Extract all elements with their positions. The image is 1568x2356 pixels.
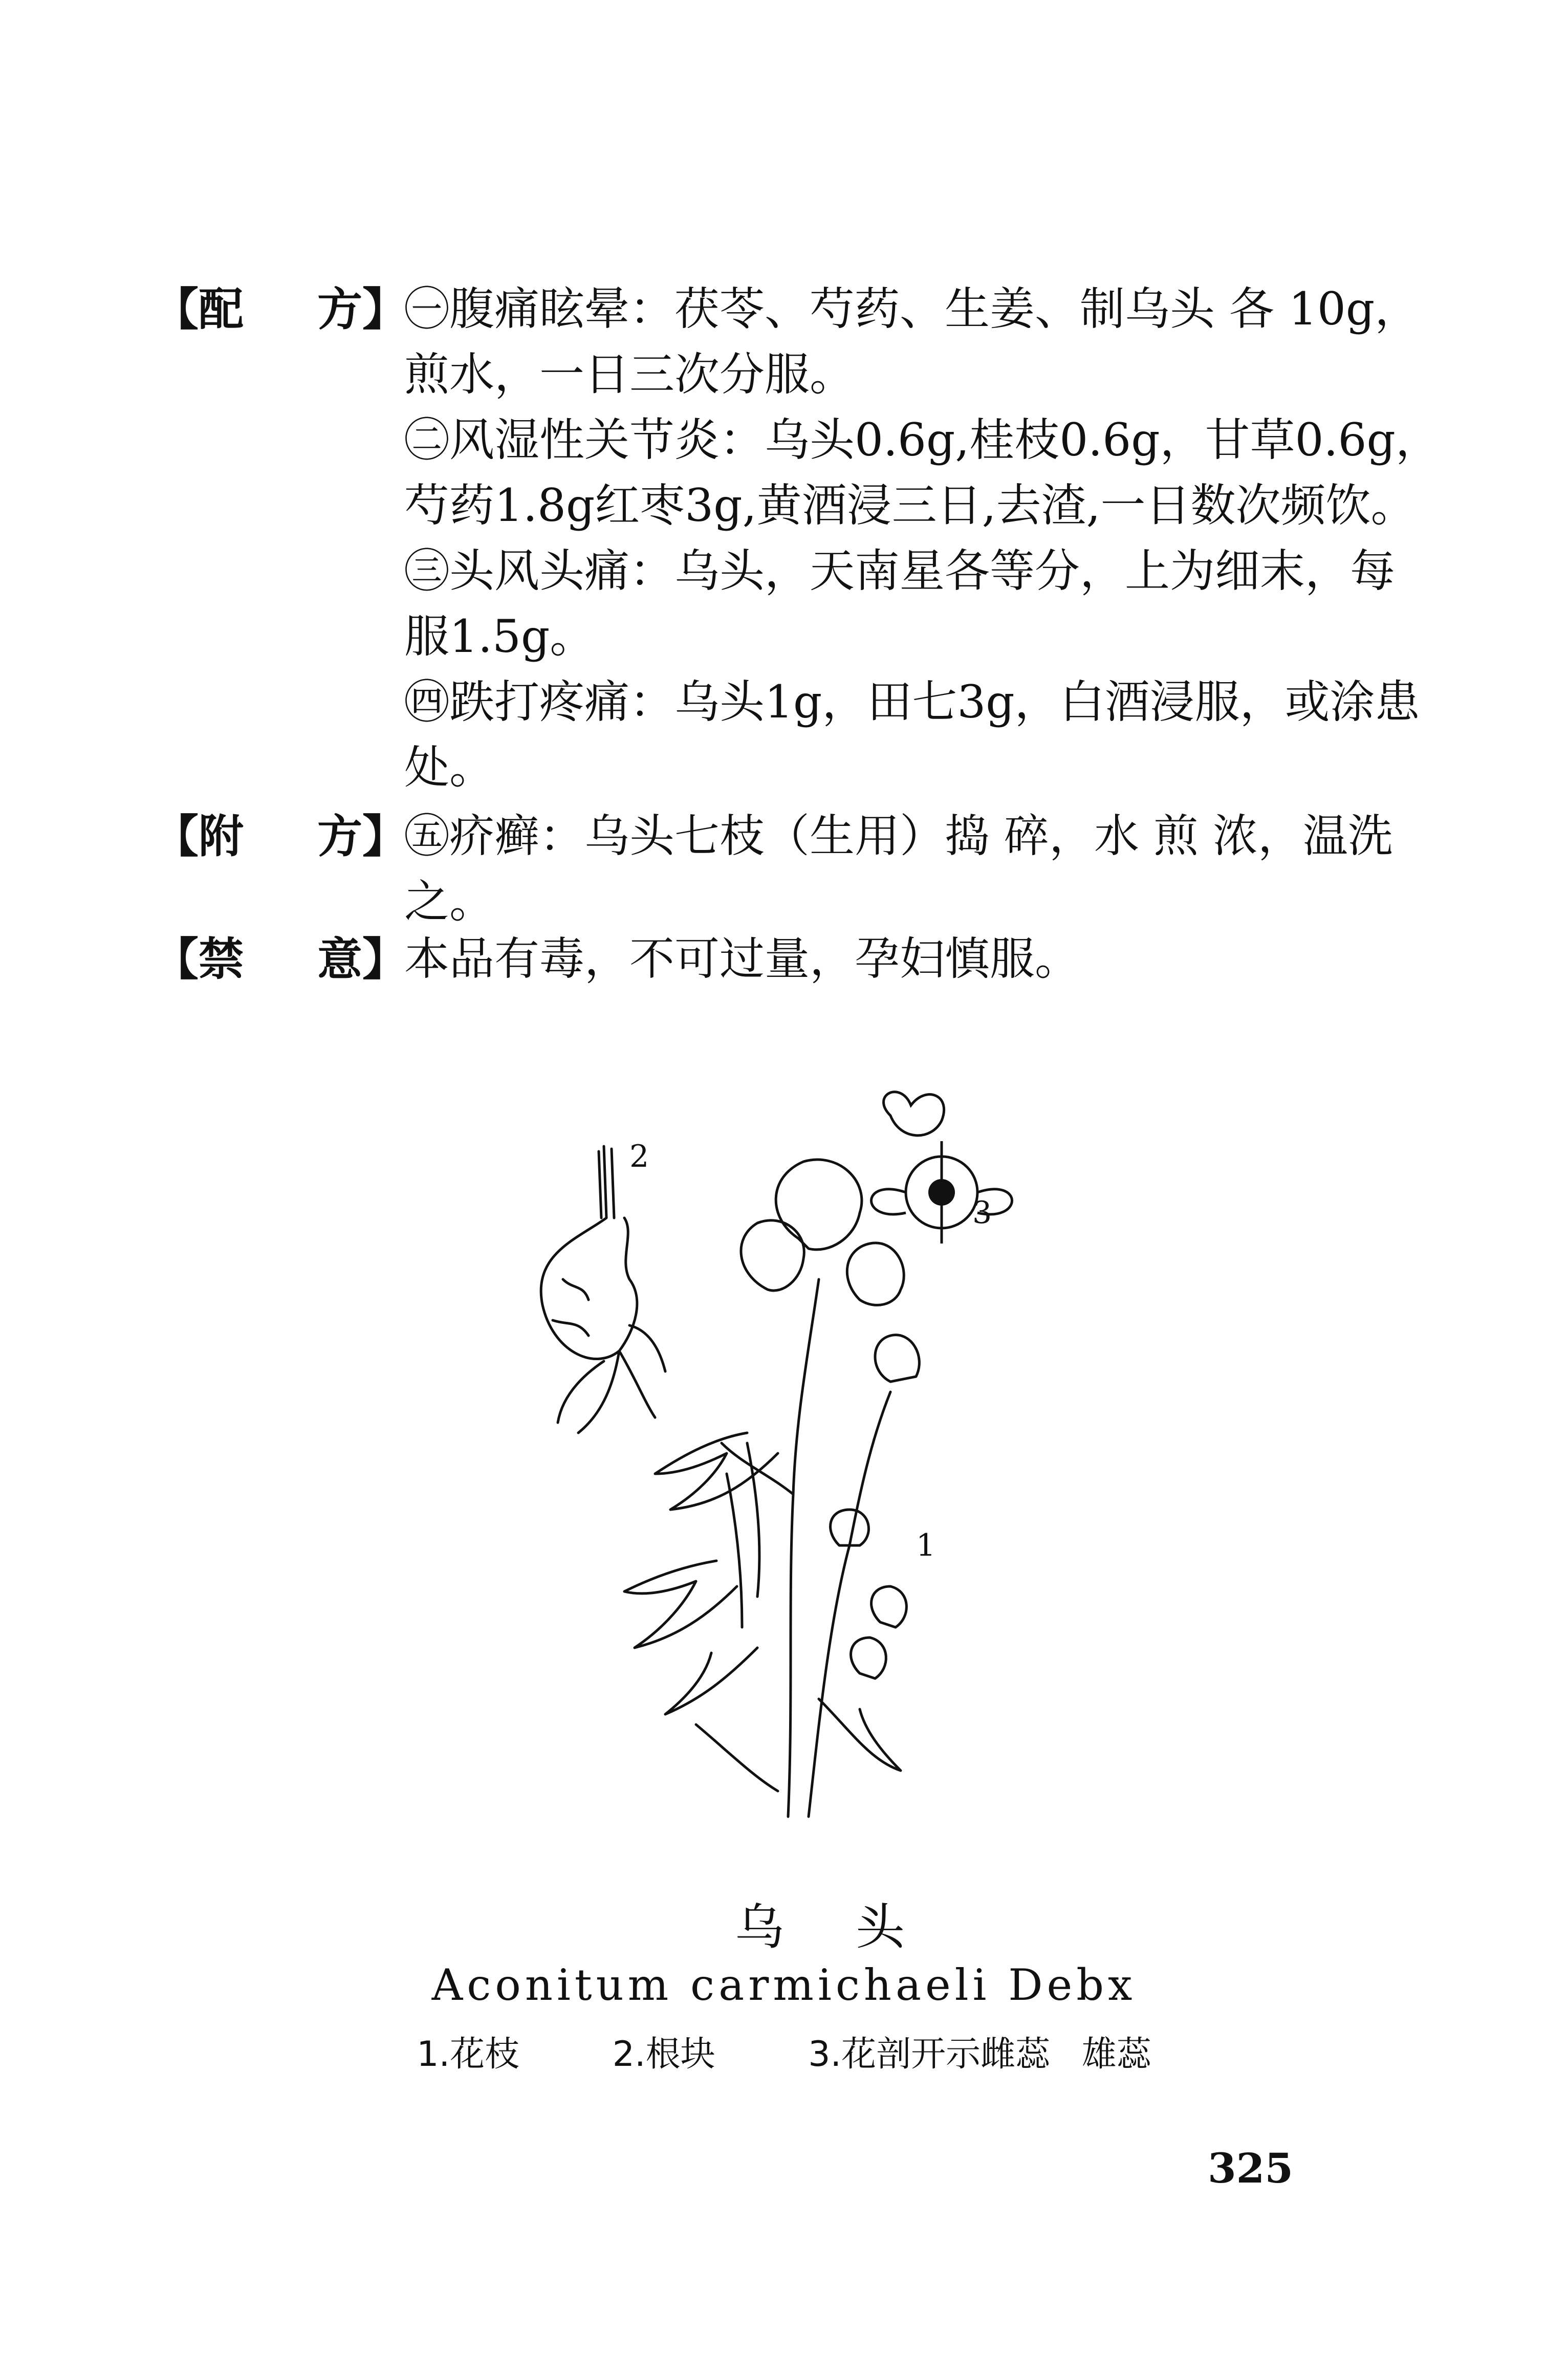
entry-body: [404, 926, 1377, 992]
aconite-illustration: [502, 1085, 1064, 1852]
entry-body: [404, 803, 1393, 934]
plant-drawing: [502, 1085, 1064, 1852]
entry-caution: [154, 926, 1371, 998]
entry-label-first: 【配: [154, 282, 244, 336]
text-line: ㊁风湿性关节炎：乌头0.6g,桂枝0.6g，甘草0.6g，: [404, 413, 1441, 466]
figure-caption-latin: Aconitum carmichaeli Debx: [431, 1960, 1137, 2010]
entry-label-second: 方】: [317, 810, 408, 863]
figure-caption-name: 乌头: [735, 1899, 976, 1956]
text-line: 处。: [404, 741, 495, 794]
text-line: 本品有毒，不可过量，孕妇慎服。: [404, 932, 1080, 985]
text-line: ㊀腹痛眩晕：茯苓、芍药、生姜、制乌头 各 10g，: [404, 282, 1420, 335]
entry-label-second: 方】: [317, 282, 408, 336]
entry-label-first: 【附: [154, 810, 244, 863]
legend-item: 2.根块: [612, 2034, 715, 2075]
figure-legend: [0, 2026, 1568, 2076]
figure-label-dissection: 3: [972, 1195, 992, 1231]
text-line: ㊃跌打疼痛：乌头1g，田七3g，白酒浸服，或涂患: [404, 675, 1420, 728]
entry-label-first: 【禁: [154, 932, 244, 986]
entry-prescription: [154, 276, 1441, 819]
text-line: 服1.5g。: [404, 610, 595, 663]
entry-body: [404, 276, 1441, 800]
text-line: ㊂头风头痛：乌头，天南星各等分，上为细末，每: [404, 544, 1396, 597]
text-line: 芍药1.8g红枣3g,黄酒浸三日,去渣,一日数次频饮。: [404, 479, 1416, 532]
legend-item: 1.花枝: [417, 2034, 520, 2075]
legend-item: 3.花剖开示雌蕊 雄蕊: [808, 2034, 1151, 2075]
entry-label-second: 意】: [317, 932, 408, 986]
page-number: 325: [1208, 2144, 1293, 2192]
text-line: ㊄疥癣：乌头七枝（生用）捣 碎，水 煎 浓，温洗: [404, 810, 1393, 862]
figure-label-root: 2: [629, 1139, 649, 1174]
entry-appended-prescription: [154, 803, 1393, 936]
text-line: 煎水，一日三次分服。: [404, 348, 855, 401]
text-line: 之。: [404, 875, 495, 928]
figure-label-branch: 1: [916, 1528, 936, 1563]
